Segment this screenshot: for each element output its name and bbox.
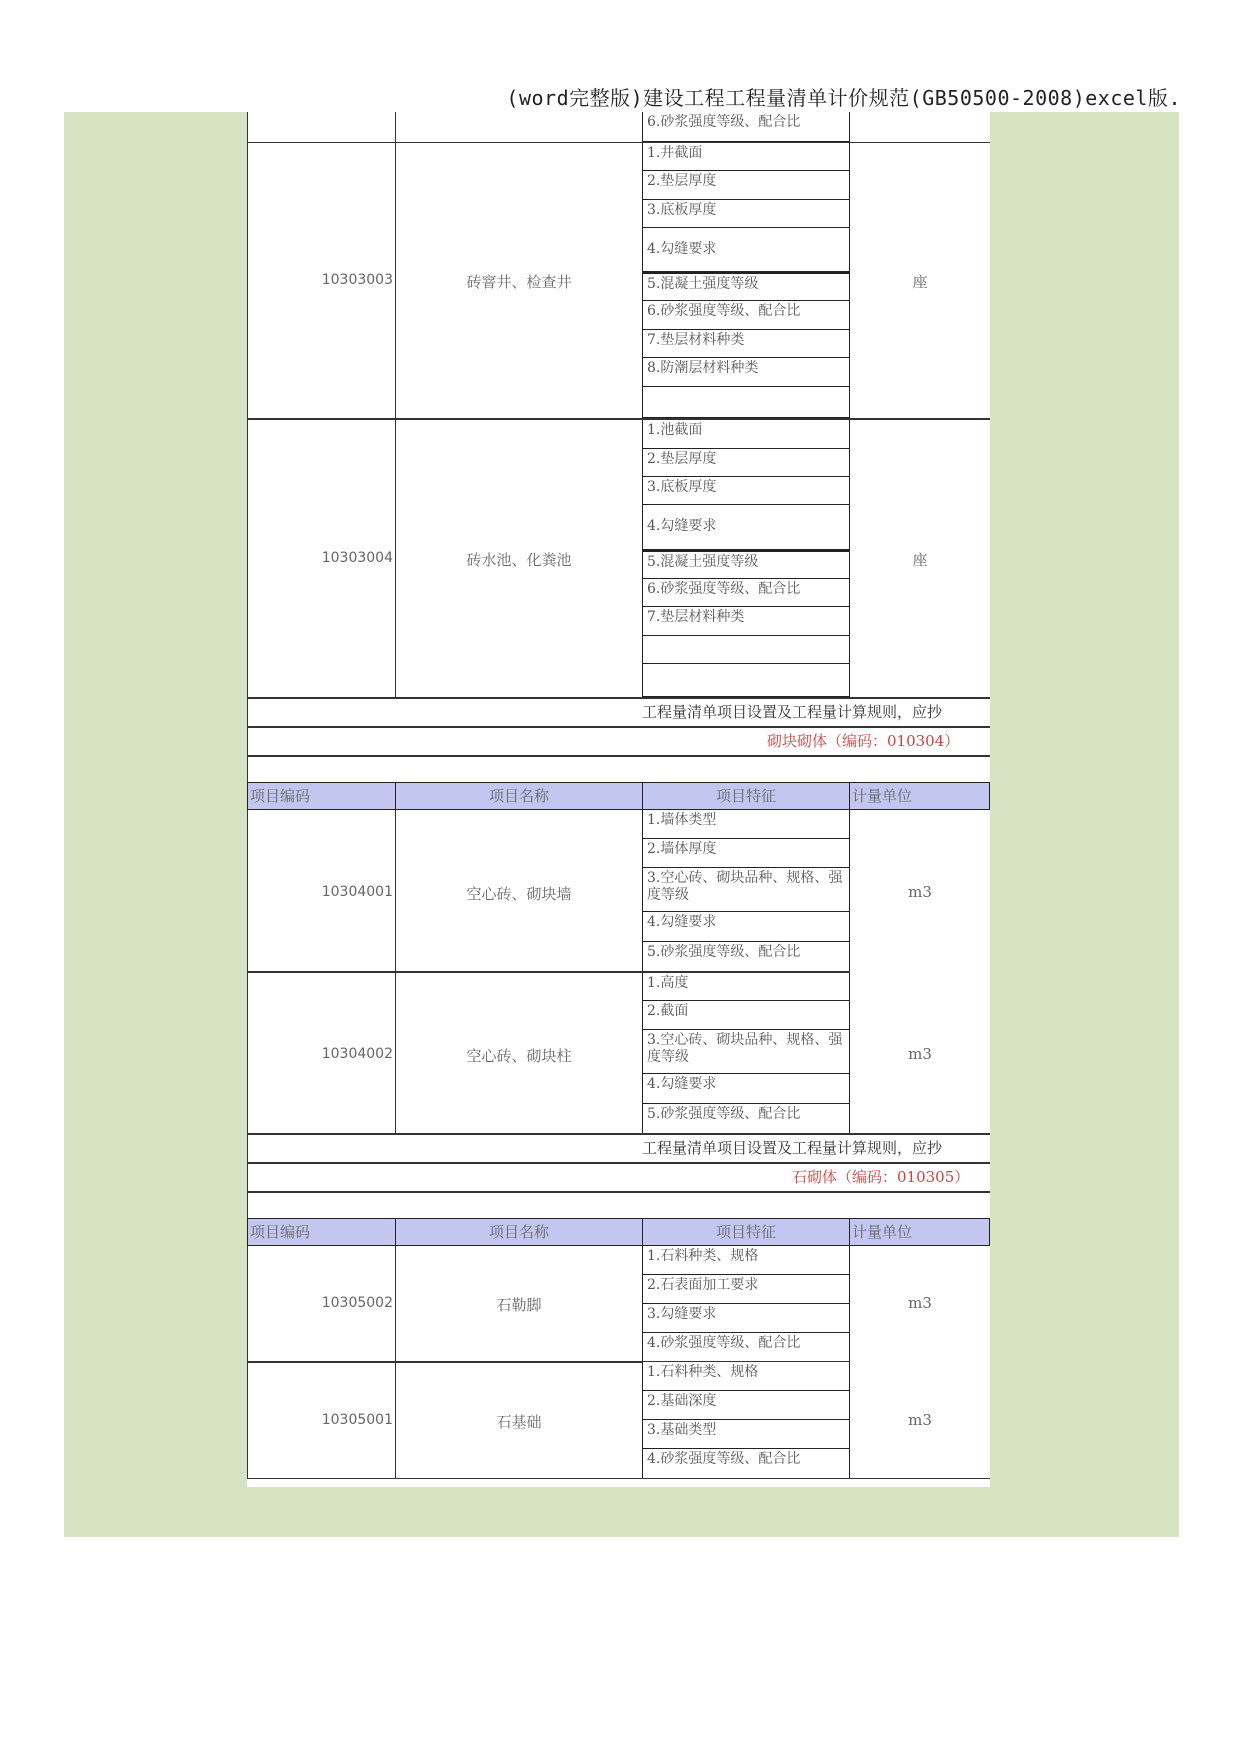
- item-name: 石基础: [496, 1413, 542, 1431]
- feature-cell: 6.砂浆强度等级、配合比: [642, 112, 850, 142]
- feature-cell: 3.底板厚度: [642, 477, 850, 505]
- feature-cell: 1.高度: [642, 973, 850, 1001]
- feature-cell: 8.防潮层材料种类: [642, 358, 850, 387]
- item-code: 10305001: [321, 1412, 393, 1428]
- item-unit: m3: [908, 883, 932, 901]
- item-unit: m3: [908, 1045, 932, 1063]
- feature-cell: 3.基础类型: [642, 1420, 850, 1449]
- col-header-code: 项目编码: [247, 782, 396, 810]
- feature-cell: 2.截面: [642, 1001, 850, 1030]
- feature-cell: 1.墙体类型: [642, 810, 850, 839]
- item-name: 石勒脚: [496, 1296, 542, 1314]
- rule-note: 工程量清单项目设置及工程量计算规则，应抄: [642, 1139, 943, 1157]
- feature-cell: 1.石料种类、规格: [642, 1246, 850, 1275]
- item-code: 10303004: [321, 550, 393, 566]
- feature-cell: 7.垫层材料种类: [642, 607, 850, 636]
- section-title: 石砌体（编码：010305）: [792, 1168, 970, 1186]
- feature-cell: 1.井截面: [642, 143, 850, 171]
- col-header-feature: 项目特征: [642, 782, 850, 810]
- item-name: 空心砖、砌块墙: [466, 885, 572, 903]
- item-code: 10304002: [321, 1046, 393, 1062]
- feature-cell: 7.垫层材料种类: [642, 330, 850, 358]
- feature-cell: 2.基础深度: [642, 1391, 850, 1420]
- col-header-name: 项目名称: [395, 782, 643, 810]
- col-header-name: 项目名称: [395, 1218, 643, 1246]
- item-unit: 座: [912, 273, 928, 291]
- col-header-code: 项目编码: [247, 1218, 396, 1246]
- feature-cell: 6.砂浆强度等级、配合比: [642, 579, 850, 607]
- feature-cell: [642, 636, 850, 664]
- feature-cell: 3.空心砖、砌块品种、规格、强度等级: [642, 868, 850, 912]
- feature-cell: [642, 387, 850, 418]
- feature-cell: 4.勾缝要求: [642, 1074, 850, 1104]
- item-code: 10304001: [321, 884, 393, 900]
- rule-note: 工程量清单项目设置及工程量计算规则，应抄: [642, 703, 943, 721]
- feature-cell: 4.砂浆强度等级、配合比: [642, 1449, 850, 1479]
- feature-cell: 4.勾缝要求: [642, 912, 850, 942]
- document-title: (word完整版)建设工程工程量清单计价规范(GB50500-2008)excel版.: [506, 86, 1181, 110]
- feature-cell: 3.勾缝要求: [642, 1304, 850, 1333]
- feature-cell: [642, 664, 850, 697]
- feature-cell: 2.石表面加工要求: [642, 1275, 850, 1304]
- item-name: 砖窨井、检查井: [466, 273, 572, 291]
- col-header-feature: 项目特征: [642, 1218, 850, 1246]
- feature-cell: 5.混凝土强度等级: [642, 550, 850, 579]
- feature-cell: 6.砂浆强度等级、配合比: [642, 301, 850, 330]
- feature-cell: 4.勾缝要求: [642, 505, 850, 550]
- feature-cell: 5.砂浆强度等级、配合比: [642, 1104, 850, 1134]
- item-unit: m3: [908, 1294, 932, 1312]
- feature-cell: 1.石料种类、规格: [642, 1362, 850, 1391]
- item-code: 10305002: [321, 1295, 393, 1311]
- feature-cell: 2.垫层厚度: [642, 449, 850, 477]
- feature-cell: 4.砂浆强度等级、配合比: [642, 1333, 850, 1362]
- item-unit: m3: [908, 1411, 932, 1429]
- section-title: 砌块砌体（编码：010304）: [767, 732, 960, 750]
- feature-cell: 1.池截面: [642, 420, 850, 449]
- spreadsheet-area: [247, 112, 990, 1487]
- col-header-unit: 计量单位: [849, 1218, 990, 1246]
- feature-cell: 5.砂浆强度等级、配合比: [642, 942, 850, 972]
- feature-cell: 5.混凝土强度等级: [642, 272, 850, 301]
- feature-cell: 2.垫层厚度: [642, 171, 850, 200]
- item-name: 砖水池、化粪池: [466, 551, 572, 569]
- item-name: 空心砖、砌块柱: [466, 1047, 572, 1065]
- feature-cell: 2.墙体厚度: [642, 839, 850, 868]
- feature-cell: 3.底板厚度: [642, 200, 850, 228]
- col-header-unit: 计量单位: [849, 782, 990, 810]
- item-code: 10303003: [321, 272, 393, 288]
- feature-cell: 3.空心砖、砌块品种、规格、强度等级: [642, 1030, 850, 1074]
- feature-cell: 4.勾缝要求: [642, 228, 850, 272]
- item-unit: 座: [912, 551, 928, 569]
